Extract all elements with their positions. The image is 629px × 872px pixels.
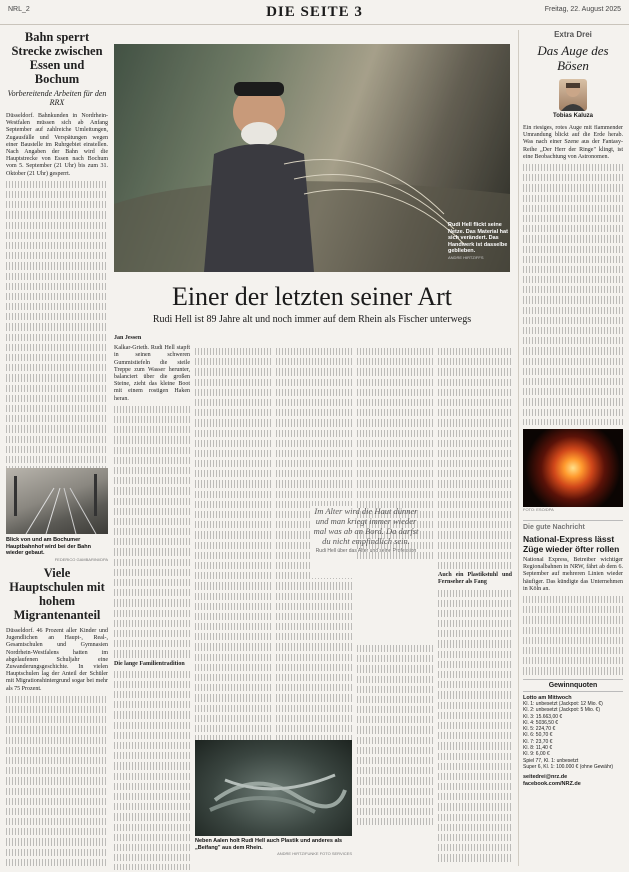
extra-drei-kicker: Extra Drei bbox=[554, 30, 592, 39]
rail-photo-caption: Blick von und am Bochumer Hauptbahnhof wird bei der Bahn wieder gebaut. FEDERICO GAMBARINI/DPA bbox=[6, 537, 108, 562]
extra-drei-headline: Das Auge des Bösen bbox=[537, 43, 609, 73]
lotto-row: Kl. 9: 6,00 € bbox=[523, 751, 550, 758]
left-story-2 bbox=[6, 566, 108, 866]
left-headline: Bahn sperrt Strecke zwischen Essen und Bochum bbox=[11, 30, 103, 86]
left-lead: Düsseldorf. Bahnkunden in Nordrhein-Westfalen müssen sich ab Anfang September auf zahlreiche Umleitungen, Zugausfälle und Verspätungen wegen einer Baustelle im Ruhrgebiet einstellen. Nach Angaben der Bahn wird die Hauptstrecke von Essen nach Bochum vom 5. September (21 Uhr) bis zum 31. Oktober (21 Uhr) gesperrt. bbox=[6, 113, 108, 177]
main-subhead: Die lange Familientradition bbox=[114, 660, 185, 667]
rail-photo bbox=[6, 468, 108, 534]
pull-quote-source: Rudi Hell über das Alter und seine Profession bbox=[315, 548, 417, 554]
eel-bucket-photo bbox=[195, 740, 352, 836]
left-body-text-2 bbox=[6, 696, 108, 866]
good-news-kicker: Die gute Nachricht bbox=[523, 520, 623, 531]
main-col-4 bbox=[357, 345, 433, 825]
lotto-row: Kl. 1: unbesetzt (Jackpot: 12 Mio. €) bbox=[523, 701, 603, 707]
avatar-icon bbox=[559, 79, 587, 111]
fisherman-photo-credit: ANDRE HIRTZ/FFS bbox=[448, 254, 484, 260]
lotto-title: Gewinnquoten bbox=[523, 679, 623, 692]
left-lead-2: Düsseldorf. 46 Prozent aller Kinder und Jugendlichen an Haupt-, Real-, Gesamtschulen und Gymnasien Nordrhein-Westfalens hatten im abgelaufenen Schuljahr eine Zuwanderungsgeschichte. In vielen Hauptschulen lag der Anteil der Schüler mit Migrationshintergrund sogar bei mehr als 75 Prozent. bbox=[6, 628, 108, 692]
main-lead: Kalkar-Grieth. Rudi Hell stapft in seinen schweren Gummistiefeln die steile Treppe zum Wasser herunter, balanciert über die großen Steine, zieht das kleine Boot mit einem rostigen Haken heran. bbox=[114, 345, 190, 402]
lotto-row: Kl. 2: unbesetzt (Jackpot: 5 Mio. €) bbox=[523, 707, 600, 714]
author-avatar bbox=[559, 79, 587, 111]
footer-contact: seitedrei@nrz.de facebook.com/NRZ.de bbox=[523, 774, 581, 788]
eels-illustration bbox=[195, 740, 352, 836]
lotto-row: Super 6, Kl. 1: 100.000 € (ohne Gewähr) bbox=[523, 763, 614, 770]
fisherman-photo-caption: Rudi Hell flickt seine Netze. Das Material hat sich verändert. Das Handwerk ist dasselbe geblieben. ANDRE HIRTZ/FFS bbox=[448, 222, 508, 260]
lotto-row: Kl. 4: 5036,50 € bbox=[523, 719, 559, 726]
masthead bbox=[0, 0, 629, 25]
page-number: NRL_2 bbox=[8, 6, 30, 13]
good-news-headline: National-Express lässt Züge wieder öfter rollen bbox=[523, 534, 620, 554]
lotto-row: Kl. 3: 15.663,00 € bbox=[523, 713, 563, 720]
date: Freitag, 22. August 2025 bbox=[544, 6, 621, 13]
main-subline: Rudi Hell ist 89 Jahre alt und noch immer auf dem Rhein als Fischer unterwegs bbox=[152, 314, 472, 325]
main-col-1 bbox=[114, 335, 190, 870]
page-title: DIE SEITE 3 bbox=[266, 4, 363, 20]
extra-drei-text: Ein riesiges, rotes Auge mit flammender Umrandung blickt auf die Erde herab. Was nach einer Szene aus der Fantasy-Reihe „Der Herr der Ringe" klingt, ist eine Beobachtung von Astronomen. bbox=[523, 125, 623, 425]
eye-photo bbox=[523, 429, 623, 507]
pull-quote-text: Im Alter wird die Haut dünner und man kriegt immer wieder mal was ab an Bord. Da darfst du nicht empfindlich sein. bbox=[313, 506, 419, 546]
good-news-text: National Express, Betreiber wichtiger Regionalbahnen in NRW, fährt ab dem 6. September auf mehreren Linien wieder häufiger. Das kündigte das Unternehmen in Köln an. bbox=[523, 557, 623, 677]
lotto-heading: Lotto am Mittwoch bbox=[523, 695, 572, 701]
rail-photo-credit: FEDERICO GAMBARINI/DPA bbox=[54, 556, 108, 562]
lotto-row: Kl. 5: 224,70 € bbox=[523, 726, 556, 733]
lotto-row: Kl. 7: 23,70 € bbox=[523, 738, 553, 745]
fisherman-photo bbox=[114, 44, 510, 272]
lotto-row: Kl. 6: 50,70 € bbox=[523, 732, 553, 739]
lotto-row: Spiel 77, Kl. 1: unbesetzt bbox=[523, 757, 579, 764]
byline: Jan Jessen bbox=[114, 335, 142, 341]
lotto-row: Kl. 8: 11,40 € bbox=[523, 745, 553, 752]
rail-tracks-icon bbox=[6, 468, 108, 534]
main-col-5 bbox=[438, 345, 512, 865]
eel-bucket-credit: ANDRE HIRTZ/FUNKE FOTO SERVICES bbox=[277, 851, 352, 856]
lotto-table bbox=[523, 701, 623, 770]
left-subline: Vorbereitende Arbeiten für den RRX bbox=[7, 89, 107, 107]
main-headline: Einer der letzten seiner Art bbox=[171, 282, 453, 311]
author-name: Tobias Kaluza bbox=[553, 113, 593, 119]
eye-photo-credit: FOTO: ESO/DPA bbox=[523, 507, 554, 512]
eel-bucket-caption: Neben Aalen holt Rudi Hell auch Plastik und anderes als „Beifang" aus dem Rhein. ANDRE HIRTZ/FUNKE FOTO SERVICES bbox=[195, 838, 352, 856]
right-column bbox=[518, 30, 623, 866]
left-headline-2: Viele Hauptschulen mit hohem Migrantenanteil bbox=[9, 566, 105, 622]
main-subhead-2: Auch ein Plastikstuhl und Fernseher als Fang bbox=[438, 572, 512, 586]
